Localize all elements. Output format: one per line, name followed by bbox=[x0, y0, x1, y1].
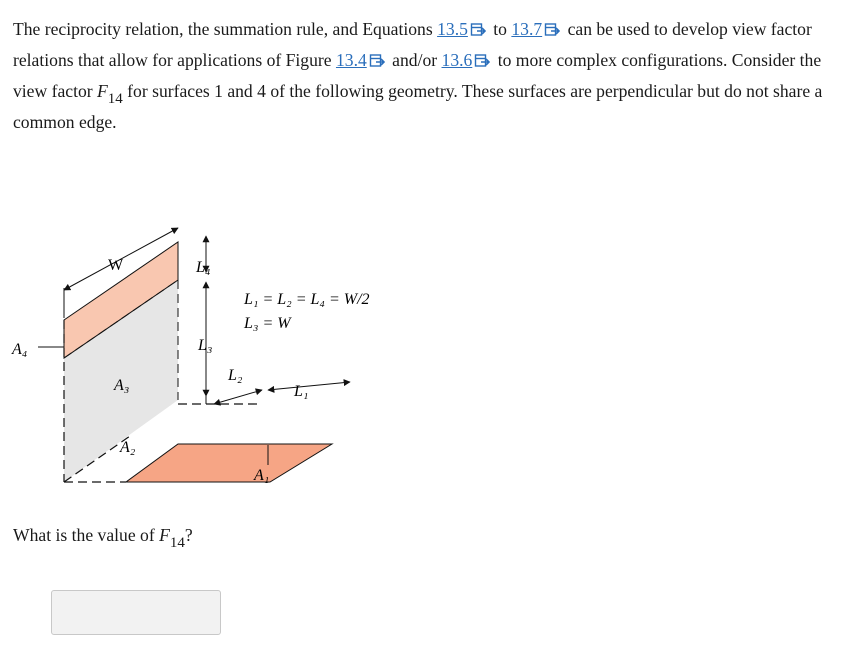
equation-line-1: L₁ = L₂ = L₄ = W/2 bbox=[244, 291, 370, 308]
question-suffix: ? bbox=[184, 525, 193, 545]
label-L4: L₄ bbox=[196, 259, 211, 276]
external-link-icon[interactable] bbox=[474, 52, 490, 68]
view-factor-symbol: F bbox=[97, 81, 108, 101]
problem-statement bbox=[13, 14, 838, 138]
question-symbol: F bbox=[159, 525, 170, 545]
intro-text-4: and/or bbox=[387, 50, 442, 70]
intro-text-2: to bbox=[488, 19, 512, 39]
label-A2: A₂ bbox=[120, 439, 136, 456]
label-L2: L₂ bbox=[228, 367, 243, 384]
external-link-icon[interactable] bbox=[470, 21, 486, 37]
equation-line-2: L₃ = W bbox=[244, 315, 291, 332]
question-prefix: What is the value of bbox=[13, 525, 160, 545]
surface-1 bbox=[126, 444, 332, 482]
equation-link-13-7[interactable]: 13.7 bbox=[511, 19, 543, 39]
question-text bbox=[13, 520, 193, 551]
label-A1: A₁ bbox=[254, 467, 270, 484]
figure-link-13-4[interactable]: 13.4 bbox=[335, 50, 367, 70]
intro-text-5: to more complex configurations. Consider the view factor bbox=[13, 50, 822, 101]
external-link-icon[interactable] bbox=[369, 52, 385, 68]
label-W: W bbox=[108, 257, 124, 274]
equation-link-13-5[interactable]: 13.5 bbox=[437, 19, 468, 39]
label-A3: A₃ bbox=[114, 377, 130, 394]
intro-text-1: The reciprocity relation, the summation rule, and Equations bbox=[13, 19, 438, 39]
intro-text-6: for surfaces 1 and 4 of the following geometry. These surfaces are perpendicular but do not share a common edge. bbox=[13, 81, 823, 132]
external-link-icon[interactable] bbox=[544, 21, 560, 37]
label-L1: L₁ bbox=[294, 383, 309, 400]
view-factor-subscript: 14 bbox=[107, 91, 123, 107]
intro-text-3: can be used to develop view factor relations that allow for applications of Figure bbox=[13, 19, 812, 70]
answer-input[interactable] bbox=[51, 590, 221, 635]
label-A4: A₄ bbox=[12, 341, 28, 358]
figure-link-13-6[interactable]: 13.6 bbox=[441, 50, 473, 70]
label-L3: L₃ bbox=[198, 337, 213, 354]
geometry-figure bbox=[0, 220, 440, 500]
question-subscript: 14 bbox=[169, 535, 185, 551]
